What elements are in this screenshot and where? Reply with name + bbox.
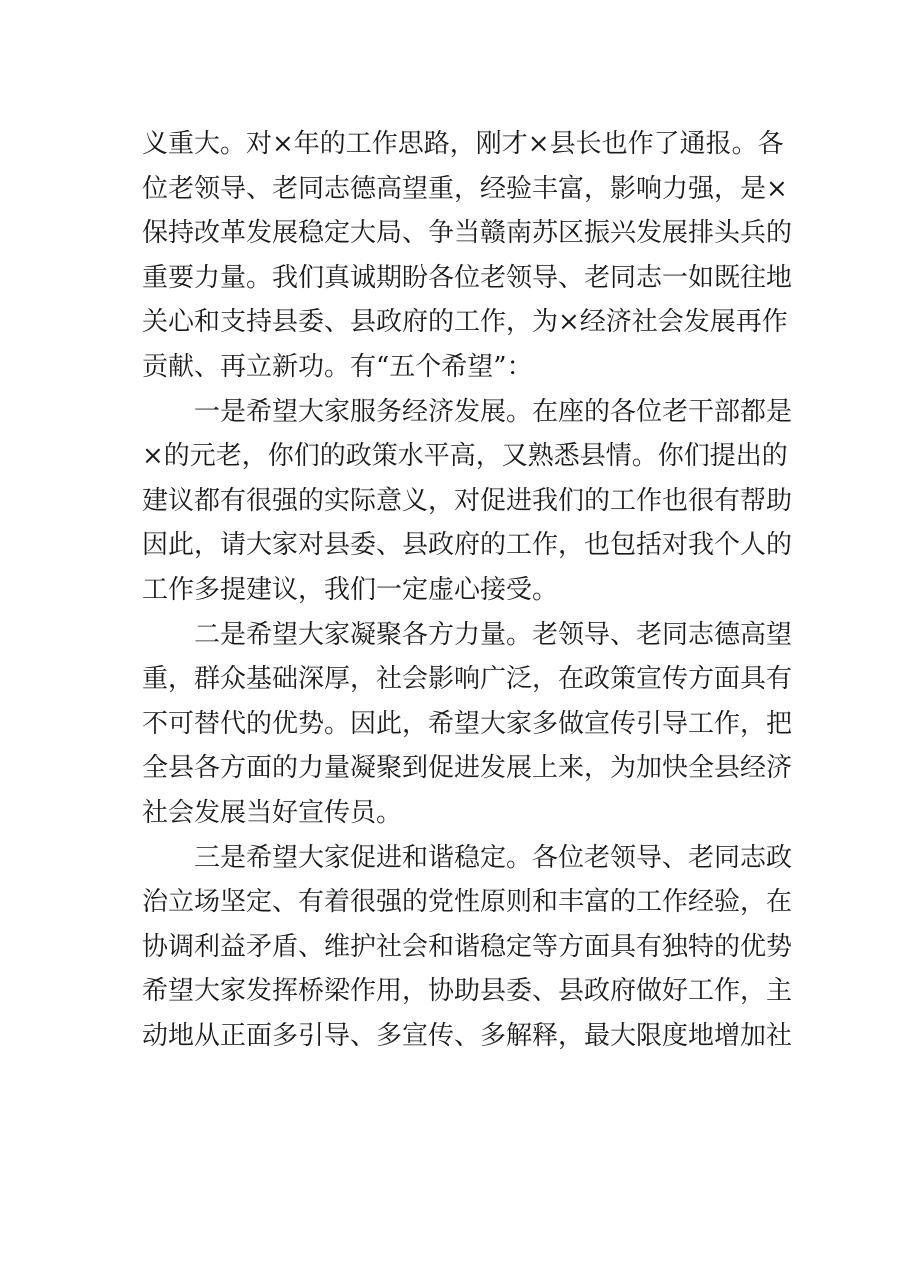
text-line: 不可替代的优势。因此，希望大家多做宣传引导工作，把 [142,708,793,739]
body-text [142,122,793,1058]
text-line: 全县各方面的力量凝聚到促进发展上来，为加快全县经济 [142,753,793,784]
text-line: 义重大。对×年的工作思路，刚才×县长也作了通报。各 [142,129,784,159]
text-line: 重要力量。我们真诚期盼各位老领导、老同志一如既往地 [142,262,793,293]
text-line: 建议都有很强的实际意义，对促进我们的工作也很有帮助 [142,485,793,516]
paragraph-first-line: 三是希望大家促进和谐稳定。各位老领导、老同志政 [194,842,793,873]
text-line: 关心和支持县委、县政府的工作，为×经济社会发展再作 [142,307,788,338]
text-line: 位老领导、老同志德高望重，经验丰富，影响力强，是× [142,173,788,204]
text-line: 贡献、再立新功。有“五个希望”： [142,351,533,382]
text-line: ×的元老，你们的政策水平高，又熟悉县情。你们提出的 [142,441,788,472]
paragraph-first-line: 一是希望大家服务经济发展。在座的各位老干部都是 [194,396,793,427]
text-line: 社会发展当好宣传员。 [142,797,403,828]
text-line: 动地从正面多引导、多宣传、多解释，最大限度地增加社 [142,1020,793,1051]
text-line: 协调利益矛盾、维护社会和谐稳定等方面具有独特的优势 [142,931,793,962]
text-line: 因此，请大家对县委、县政府的工作，也包括对我个人的 [142,530,793,561]
text-line: 重，群众基础深厚，社会影响广泛，在政策宣传方面具有 [142,664,793,695]
text-line: 工作多提建议，我们一定虚心接受。 [142,574,559,605]
text-line: 保持改革发展稳定大局、争当赣南苏区振兴发展排头兵的 [142,218,793,249]
text-line: 治立场坚定、有着很强的党性原则和丰富的工作经验，在 [142,887,793,918]
text-line: 希望大家发挥桥梁作用，协助县委、县政府做好工作，主 [142,976,793,1007]
paragraph-first-line: 二是希望大家凝聚各方力量。老领导、老同志德高望 [194,619,793,650]
